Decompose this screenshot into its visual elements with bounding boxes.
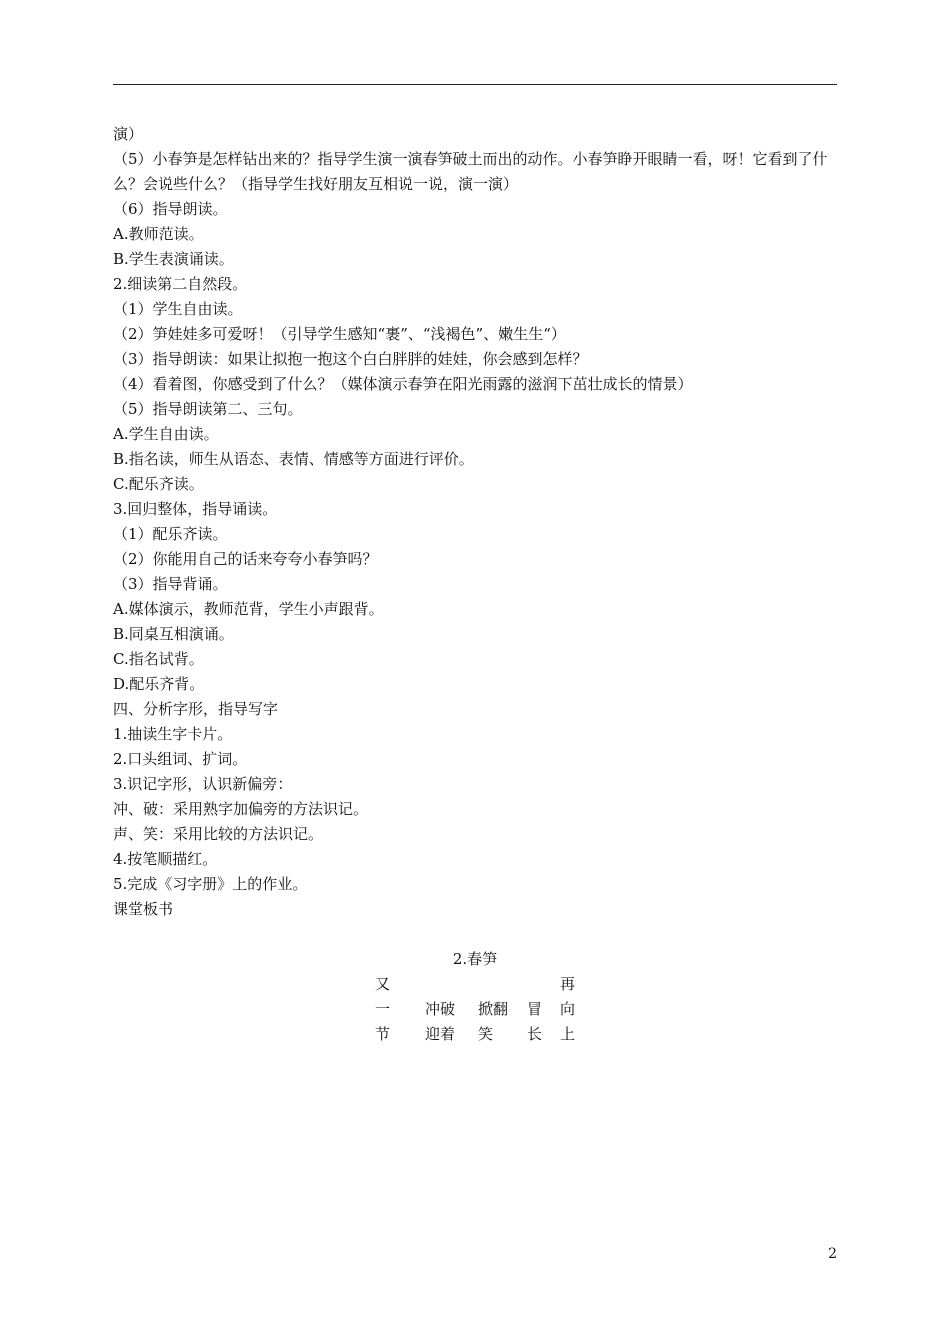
text-line: B.同桌互相演诵。 (113, 625, 234, 643)
board-text: 掀翻 (478, 1000, 509, 1018)
text-line: C.指名试背。 (113, 650, 204, 668)
text-line: 5.完成《习字册》上的作业。 (113, 875, 308, 893)
text-line: （5）指导朗读第二、三句。 (113, 400, 303, 418)
text-line: （6）指导朗读。 (113, 200, 228, 218)
text-line: 3.回归整体，指导诵读。 (113, 500, 278, 518)
board-text: 冲破 (425, 1000, 456, 1018)
text-line: （2）笋娃娃多可爱呀！（引导学生感知“裹”、“浅褐色”、嫩生生“） (113, 325, 566, 343)
board-text: 再 (560, 975, 576, 993)
text-line: B.学生表演诵读。 (113, 250, 234, 268)
header-rule (113, 84, 837, 85)
text-line: （4）看着图，你感受到了什么？（媒体演示春笋在阳光雨露的滋润下茁壮成长的情景） (113, 375, 693, 393)
board-title: 2.春笋 (452, 950, 498, 968)
board-text: 上 (560, 1025, 576, 1043)
board-text: 迎着 (425, 1025, 456, 1043)
text-line: C.配乐齐读。 (113, 475, 204, 493)
text-line: （1）学生自由读。 (113, 300, 243, 318)
section-heading: 四、分析字形，指导写字 (113, 700, 279, 718)
text-line: （3）指导朗读：如果让拟抱一抱这个白白胖胖的娃娃，你会感到怎样？ (113, 350, 588, 368)
text-line: 2.细读第二自然段。 (113, 275, 248, 293)
board-text: 向 (560, 1000, 576, 1018)
text-line: 演） (113, 125, 144, 143)
text-line: （2）你能用自己的话来夸夸小春笋吗？ (113, 550, 378, 568)
text-line: 冲、破：采用熟字加偏旁的方法识记。 (113, 800, 369, 818)
text-line: 3.识记字形，认识新偏旁： (113, 775, 293, 793)
section-heading: 课堂板书 (113, 900, 174, 918)
text-line: 2.口头组词、扩词。 (113, 750, 248, 768)
board-text: 笑 (478, 1025, 494, 1043)
text-line: （1）配乐齐读。 (113, 525, 228, 543)
page-number: 2 (828, 1246, 837, 1262)
board-text: 冒 (527, 1000, 543, 1018)
text-line: 声、笑：采用比较的方法识记。 (113, 825, 324, 843)
text-line: 1.抽读生字卡片。 (113, 725, 233, 743)
text-line: D.配乐齐背。 (113, 675, 205, 693)
text-line: A.学生自由读。 (113, 425, 219, 443)
board-text: 又 (375, 975, 391, 993)
text-line: A.媒体演示，教师范背，学生小声跟背。 (113, 600, 384, 618)
board-text: 长 (527, 1025, 543, 1043)
text-line: （5）小春笋是怎样钻出来的？指导学生演一演春笋破土而出的动作。小春笋睁开眼睛一看，呀！它看到了什么？会说些什么？（指导学生找好朋友互相说一说，演一演） (113, 150, 828, 193)
text-line: 4.按笔顺描红。 (113, 850, 218, 868)
text-line: （3）指导背诵。 (113, 575, 228, 593)
text-line: A.教师范读。 (113, 225, 204, 243)
board-text: 一 (375, 1000, 391, 1018)
document-body (113, 122, 837, 922)
text-line: B.指名读，师生从语态、表情、情感等方面进行评价。 (113, 450, 474, 468)
board-text: 节 (375, 1025, 391, 1043)
